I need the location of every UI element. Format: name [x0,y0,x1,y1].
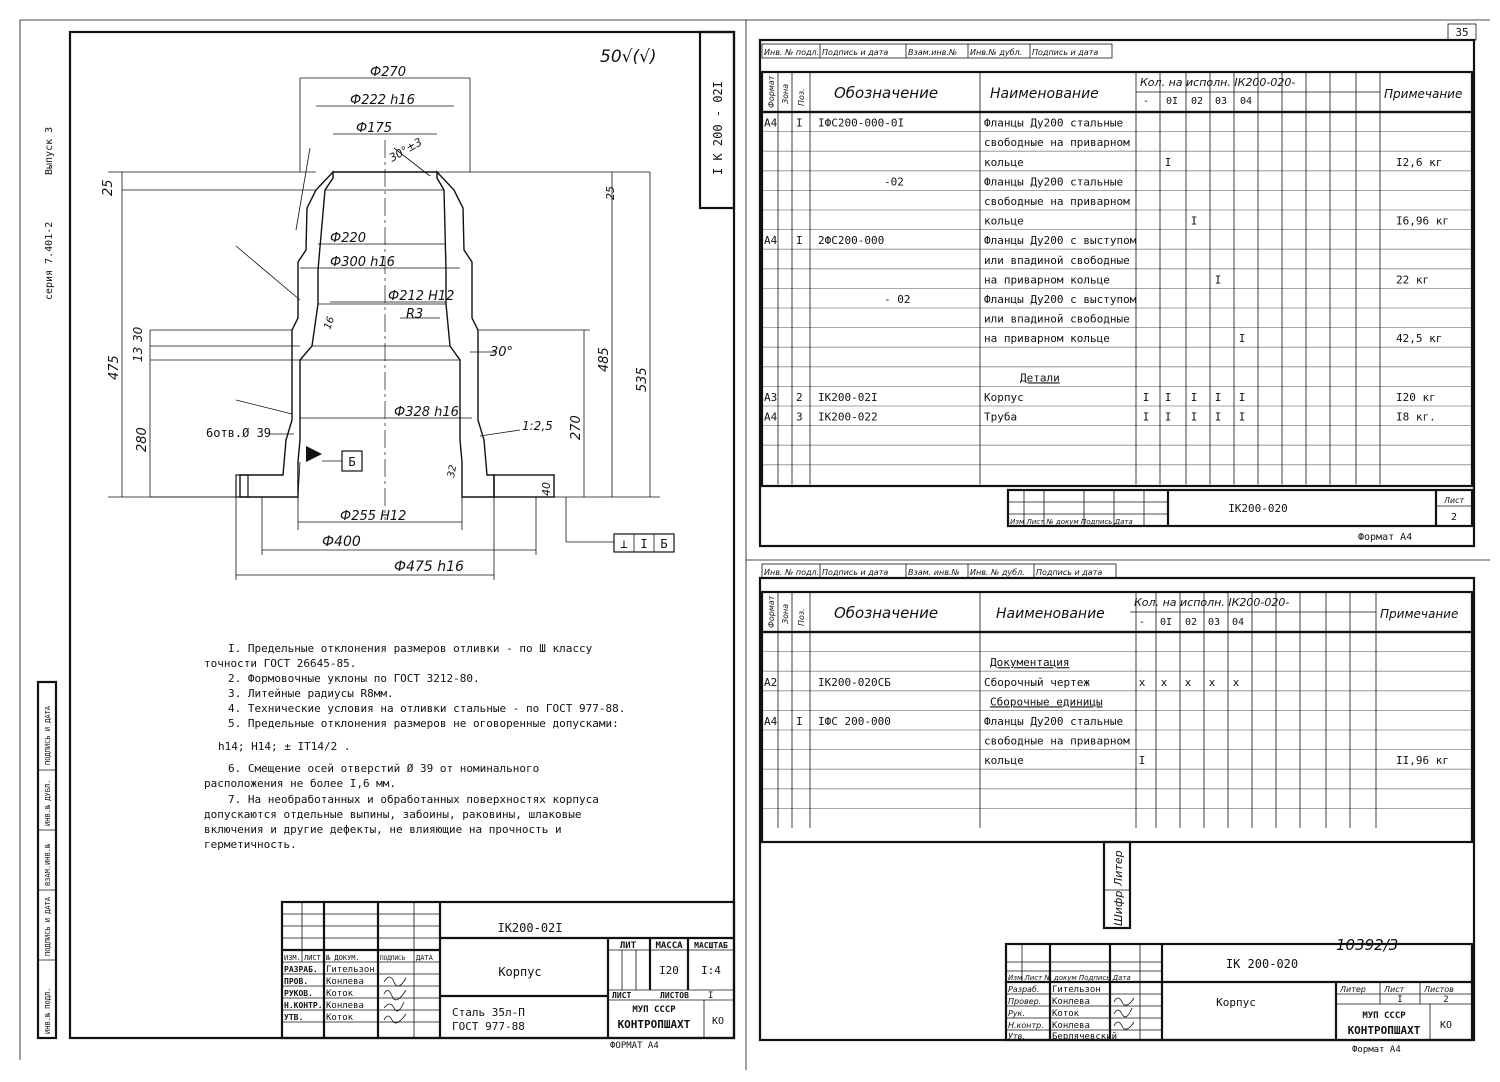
note-line: 2. Формовочные уклоны по ГОСТ 3212-80. [228,672,480,685]
stamp-person-role: ПРОВ. [284,977,309,986]
row-qty: I [1142,391,1150,404]
dim-d220: Ф220 [330,231,367,246]
row-designation: IК200-020СБ [818,675,891,689]
stamp-lit-header: ЛИТ [619,941,637,951]
dim-d270: Ф270 [370,65,407,80]
datum-letter: Б [348,455,356,469]
dim-angle30: 30° [490,345,514,360]
dim-d475: Ф475 h16 [394,559,464,575]
page-number: 35 [1455,26,1469,39]
row-name: на приварном кольце [984,332,1110,346]
tolerance-datum: Б [660,537,668,551]
row-designation: - 02 [884,293,911,306]
stamp-org-small: МУП СССР [632,1005,676,1015]
row-name: Фланцы Ду200 стальные [984,175,1124,189]
spec-top-col-zone: Зона [781,83,790,104]
row-qty: I [1138,754,1146,768]
stamp-bottom-name: Конлева [1052,997,1090,1007]
dim-v280: 280 [135,427,150,452]
row-name: на приварном кольце [984,273,1110,287]
spec-bottom-hdr-0: Инв. № подл. [764,568,820,577]
row-designation: IК200-022 [818,410,878,424]
spec-bottom-qty-3: 03 [1207,617,1221,628]
stamp-part-name: Корпус [498,965,542,979]
dim-d328: Ф328 h16 [394,405,459,420]
row-designation: IК200-02I [818,391,878,404]
spec-bottom-hdr-4: Подпись и дата [1036,568,1103,577]
drawing-code-box [700,32,734,208]
row-name: Фланцы Ду200 с выступом [984,293,1137,306]
row-designation: IФС 200-000 [818,715,891,728]
stamp-material-2: ГОСТ 977-88 [452,1020,525,1033]
row-format: А2 [764,675,778,689]
row-name: Сборочный чертеж [984,675,1090,689]
row-note: I8 кг. [1396,410,1436,424]
technical-notes [204,642,625,851]
spec-top-col-pos: Поз. [797,88,806,106]
row-qty: I [1238,332,1246,346]
row-qty: I [1164,155,1172,169]
row-position: I [796,116,803,130]
dimension-lines [108,78,660,580]
row-name: кольце [984,214,1024,228]
stamp-code-ko: КО [711,1016,725,1027]
row-qty: I [1214,273,1222,287]
row-note: II,96 кг [1396,754,1449,768]
stamp-sheets-label: ЛИСТОВ [660,991,689,1000]
dim-chamfer: 30°±3 [387,135,425,165]
row-qty: х [1138,675,1146,689]
margin-col-2: ВЗАМ.ИНВ.№ [44,843,52,886]
tolerance-frame [614,534,674,552]
stamp-person-name: Конлева [326,1001,364,1011]
row-note: 42,5 кг [1396,332,1443,346]
note-line: допускаются отдельные выпины, забоины, раковины, шлаковые [204,808,582,821]
margin-col-4: ПОДПИСЬ И ДАТА [44,705,52,765]
row-name: Сборочные единицы [990,695,1103,709]
stamp-material-1: Сталь 35л-П [452,1006,525,1019]
row-qty: х [1184,675,1192,689]
spec-top-hdr-4: Подпись и дата [1032,48,1099,57]
stamp-bottom-role: Разраб. [1008,985,1040,994]
row-qty: I [1238,410,1246,424]
row-note: I20 кг [1396,391,1436,404]
spec-top-qty-4: 04 [1239,96,1253,107]
spec-top-stamp-code: IК200-020 [1228,502,1288,515]
row-name: Фланцы Ду200 с выступом [984,234,1137,248]
left-margin [38,127,56,1038]
dim-v475: 475 [107,355,122,380]
stamp-bottom-org: КОНТРОПШАХТ [1347,1024,1421,1037]
spec-bottom-col-zone: Зона [781,603,790,624]
dim-v16: 16 [322,315,338,332]
row-name: Фланцы Ду200 стальные [984,116,1124,130]
row-format: А4 [764,116,778,130]
spec-top-qty-0: - [1142,96,1150,107]
margin-series: серия 7.401-2 [44,221,55,300]
tolerance-symbol: ⊥ [620,537,628,551]
stamp-bottom-list: I [1397,995,1403,1005]
stamp-scale-header: МАСШТАБ [694,941,728,950]
dim-d255: Ф255 H12 [340,509,407,524]
row-format: А4 [764,715,778,728]
title-block-part [282,902,734,1051]
spec-top-col-format: Формат [767,75,776,108]
note-line: 5. Предельные отклонения размеров не оговоренные допусками: [228,717,619,730]
margin-col-1: ПОДПИСЬ И ДАТА [44,896,52,956]
stamp-role-izm: ИЗМ. [284,954,301,962]
note-line: h14; H14; ± IT14/2 . [218,740,351,753]
sheet-frames [20,20,1490,1070]
stamp-role-sign: ПОДПИСЬ [380,955,406,962]
stamp-person-role: Н.КОНТР. [284,1001,323,1010]
stamp-role-date: ДАТА [416,954,433,962]
stamp-bottom-part-name: Корпус [1216,996,1256,1009]
stamp-bottom-name: Гительзон [1052,985,1101,995]
stamp-bottom-role: Рук. [1008,1009,1025,1018]
stamp-bottom-liter-label: Литер [1340,985,1366,994]
spec-top-qty-3: 03 [1214,96,1228,107]
drawing-code-rotated: I К 200 - 02I [711,81,725,175]
row-format: А4 [764,410,778,424]
spec-bottom-col-note: Примечание [1380,607,1459,621]
stamp-bottom-code: IК 200-020 [1225,957,1299,971]
side-shifr: Шифр [1112,890,1125,926]
stamp-mass: I20 [659,964,679,977]
spec-top-stamp-roles: Изм Лист № докум Подпись Дата [1010,518,1133,526]
row-name: или впадиной свободные [984,253,1130,267]
spec-bottom-qty-2: 02 [1184,617,1198,628]
stamp-sheets: I [708,991,714,1001]
row-note: 22 кг [1396,273,1430,287]
stamp-bottom-list-label: Лист [1384,985,1405,994]
row-qty: I [1190,214,1198,228]
row-name: кольце [984,155,1024,169]
row-qty: х [1160,675,1168,689]
stamp-sheet-label: ЛИСТ [612,991,632,1000]
row-name: или впадиной свободные [984,312,1130,326]
stamp-role-list: ЛИСТ [304,954,321,962]
spec-top-sheet-label: Лист [1443,496,1465,505]
row-qty: I [1164,410,1172,424]
row-qty: I [1238,391,1246,404]
spec-bottom-col-pos: Поз. [797,608,806,626]
row-designation: IФС200-000-0I [818,116,905,130]
margin-issue: Выпуск 3 [44,126,55,175]
note-line: 4. Технические условия на отливки стальные - по ГОСТ 977-88. [228,702,626,715]
row-designation: 2ФС200-000 [818,234,885,248]
row-position: I [796,234,803,248]
stamp-org: КОНТРОПШАХТ [617,1018,691,1031]
spec-top-rows [764,117,1449,424]
spec-top-sheet-no: 2 [1450,512,1458,523]
row-name: свободные на приварном [984,136,1130,150]
note-line: 3. Литейные радиусы R8мм. [228,687,394,700]
note-line: 7. На необработанных и обработанных поверхностях корпуса [228,793,599,806]
spec-bottom-hdr-2: Взам. инв.№ [908,568,960,577]
dim-d212: Ф212 H12 [388,289,455,304]
stamp-bottom-lists-label: Листов [1424,985,1454,994]
stamp-person-name: Коток [326,989,354,999]
row-position: 2 [796,391,803,404]
stamp-bottom-name: Конлева [1052,1021,1090,1031]
row-name: Детали [1020,371,1060,385]
row-qty: I [1164,391,1172,404]
dim-v30: 30 [131,326,145,342]
stamp-person-role: УТВ. [284,1013,304,1022]
row-name: Фланцы Ду200 стальные [984,715,1124,728]
row-name: свободные на приварном [984,195,1130,208]
stamp-format: ФОРМАТ А4 [610,1041,659,1051]
spec-top-hdr-3: Инв.№ дубл. [970,48,1023,57]
stamp-person-role: РАЗРАБ. [284,965,318,974]
dim-v535: 535 [635,367,650,392]
row-position: 3 [796,410,803,424]
spec-bottom-col-qty: Кол. на исполн. IК200-020- [1134,596,1290,609]
row-name: Корпус [984,391,1024,404]
row-format: А4 [764,234,778,248]
stamp-part-code: IК200-02I [497,921,563,935]
spec-bottom-qty-4: 04 [1231,617,1245,628]
row-qty: I [1190,410,1198,424]
spec-top-col-qty: Кол. на исполн. IК200-020- [1140,76,1296,89]
row-position: I [796,715,803,728]
spec-top-hdr-2: Взам.инв.№ [908,48,958,57]
stamp-bottom-roles: Изм Лист № докум Подпись Дата [1008,974,1131,982]
row-qty: I [1142,410,1150,424]
dim-r3: R3 [406,307,424,322]
row-qty: х [1232,675,1240,689]
spec-top-format: Формат А4 [1358,532,1413,543]
dim-v485: 485 [597,347,612,372]
row-qty: I [1214,391,1222,404]
spec-bottom-hdr-3: Инв. № дубл. [970,568,1025,577]
stamp-person-role: РУКОВ. [284,989,313,998]
dim-v40: 40 [540,482,553,496]
spec-bottom-qty-1: 0I [1159,617,1173,628]
row-designation: -02 [884,175,904,189]
spec-top-col-name: Наименование [990,86,1099,102]
note-line: I. Предельные отклонения размеров отливки - по Ш классу [228,642,593,655]
stamp-role-doc: № ДОКУМ. [326,954,360,962]
spec-top-hdr-0: Инв. № подл. [764,48,820,57]
roughness-symbol: 50√(√) [600,47,657,67]
dim-taper: 1:2,5 [522,419,553,433]
row-name: свободные на приварном [984,734,1130,748]
dim-d400: Ф400 [322,534,361,550]
row-note: I2,6 кг [1396,155,1443,169]
spec-bottom-col-format: Формат [767,595,776,628]
dimension-texts [101,65,650,575]
row-name: Труба [984,410,1018,424]
row-name: Документация [990,656,1070,670]
side-liter: Литер [1112,850,1125,886]
spec-top-col-note: Примечание [1384,87,1463,101]
stamp-bottom-code-ko: КО [1439,1020,1453,1031]
note-line: расположения не более I,6 мм. [204,777,397,790]
spec-bottom-hdr-1: Подпись и дата [822,568,889,577]
spec-bottom-qty-0: - [1138,617,1146,628]
row-qty: I [1190,391,1198,404]
row-qty: х [1208,675,1216,689]
dim-v25-right: 25 [604,186,617,200]
dim-d222: Ф222 h16 [350,93,415,108]
dim-holes: 6отв.Ø 39 [206,426,272,440]
note-line: герметичность. [204,838,297,851]
stamp-scale: I:4 [701,964,721,977]
stamp-bottom-name: Коток [1052,1009,1080,1019]
stamp-bottom-org-small: МУП СССР [1362,1011,1406,1021]
stamp-person-name: Коток [326,1013,354,1023]
spec-bottom-col-designation: Обозначение [834,604,939,622]
spec-top-qty-2: 02 [1190,96,1204,107]
spec-top-col-designation: Обозначение [834,84,939,102]
dim-d300: Ф300 h16 [330,255,395,270]
row-note: I6,96 кг [1396,214,1449,228]
spec-top-hdr-1: Подпись и дата [822,48,889,57]
stamp-bottom-format: Формат А4 [1352,1045,1401,1055]
row-qty: I [1214,410,1222,424]
stamp-person-name: Гительзон [326,965,375,975]
margin-col-0: ИНВ.№ ПОДЛ. [44,987,52,1034]
note-line: включения и другие дефекты, не влияющие на прочность и [204,823,562,836]
spec-top-qty-1: 0I [1165,96,1179,107]
stamp-bottom-lists: 2 [1443,995,1449,1005]
stamp-bottom-role: Провер. [1008,997,1042,1006]
row-format: А3 [764,391,778,404]
tolerance-value: I [640,537,648,551]
stamp-bottom-name: Берлячевский [1052,1032,1118,1042]
stamp-mass-header: МАССА [655,941,683,951]
dim-d175: Ф175 [356,121,393,136]
note-line: точности ГОСТ 26645-85. [204,657,357,670]
spec-table-bottom [762,564,1472,1055]
archive-number: 10392/3 [1336,936,1399,954]
dim-v270: 270 [569,415,584,440]
spec-bottom-rows [764,656,1449,767]
spec-table-top [762,44,1472,543]
spec-bottom-grid [762,592,1472,828]
note-line: 6. Смещение осей отверстий Ø 39 от номинального [228,762,540,775]
stamp-bottom-role: Утв. [1008,1032,1025,1041]
stamp-person-name: Конлева [326,977,364,987]
spec-bottom-col-name: Наименование [996,606,1105,622]
dim-v32: 32 [446,464,460,479]
stamp-bottom-role: Н.контр. [1008,1021,1044,1030]
row-name: кольце [984,754,1024,768]
dim-v13: 13 [131,346,145,362]
margin-col-3: ИНВ.№ ДУБЛ. [44,779,52,826]
dim-v25-left: 25 [101,179,116,196]
